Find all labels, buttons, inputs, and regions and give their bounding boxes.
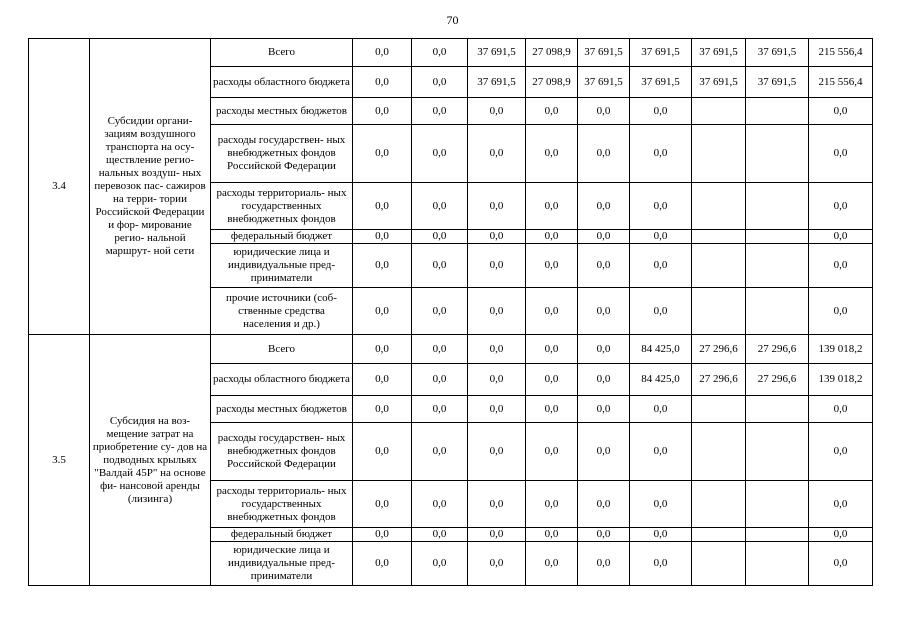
- amount-cell: 0,0: [809, 396, 873, 423]
- section-number: 3.4: [29, 39, 90, 335]
- amount-cell: 0,0: [630, 288, 692, 335]
- amount-cell: 0,0: [353, 98, 412, 125]
- amount-cell: 0,0: [468, 396, 526, 423]
- amount-cell: 0,0: [526, 230, 578, 244]
- amount-cell: 0,0: [578, 230, 630, 244]
- amount-cell: 0,0: [809, 183, 873, 230]
- funding-source-cell: расходы территориаль- ных государственных внебюджетных фондов: [211, 183, 353, 230]
- amount-cell: 0,0: [526, 364, 578, 396]
- amount-cell: [692, 528, 746, 542]
- amount-cell: 0,0: [412, 335, 468, 364]
- funding-source-cell: расходы государствен- ных внебюджетных фондов Российской Федерации: [211, 125, 353, 183]
- amount-cell: 0,0: [578, 244, 630, 288]
- funding-source-cell: расходы областного бюджета: [211, 364, 353, 396]
- amount-cell: 0,0: [578, 396, 630, 423]
- amount-cell: 0,0: [578, 288, 630, 335]
- amount-cell: [746, 98, 809, 125]
- amount-cell: [692, 396, 746, 423]
- amount-cell: 27 296,6: [692, 335, 746, 364]
- amount-cell: 215 556,4: [809, 67, 873, 98]
- amount-cell: 0,0: [353, 364, 412, 396]
- amount-cell: 0,0: [809, 98, 873, 125]
- amount-cell: 0,0: [412, 39, 468, 67]
- amount-cell: 0,0: [468, 288, 526, 335]
- amount-cell: 0,0: [630, 423, 692, 481]
- amount-cell: 0,0: [578, 528, 630, 542]
- amount-cell: 37 691,5: [746, 67, 809, 98]
- amount-cell: 27 296,6: [746, 335, 809, 364]
- amount-cell: 139 018,2: [809, 364, 873, 396]
- amount-cell: 0,0: [468, 423, 526, 481]
- amount-cell: 0,0: [353, 288, 412, 335]
- amount-cell: 0,0: [468, 335, 526, 364]
- amount-cell: 0,0: [412, 481, 468, 528]
- amount-cell: 0,0: [578, 183, 630, 230]
- amount-cell: 37 691,5: [692, 39, 746, 67]
- amount-cell: [692, 481, 746, 528]
- table-row: [29, 39, 873, 67]
- amount-cell: 37 691,5: [578, 39, 630, 67]
- amount-cell: 0,0: [578, 364, 630, 396]
- amount-cell: 0,0: [468, 125, 526, 183]
- amount-cell: 0,0: [809, 481, 873, 528]
- amount-cell: 0,0: [630, 98, 692, 125]
- amount-cell: 0,0: [526, 528, 578, 542]
- amount-cell: 0,0: [578, 542, 630, 586]
- amount-cell: 0,0: [809, 230, 873, 244]
- amount-cell: 0,0: [412, 542, 468, 586]
- amount-cell: 0,0: [412, 98, 468, 125]
- amount-cell: 0,0: [353, 528, 412, 542]
- amount-cell: 37 691,5: [468, 39, 526, 67]
- amount-cell: 0,0: [412, 230, 468, 244]
- amount-cell: 37 691,5: [692, 67, 746, 98]
- amount-cell: [692, 244, 746, 288]
- amount-cell: 0,0: [353, 423, 412, 481]
- amount-cell: 0,0: [809, 528, 873, 542]
- amount-cell: 0,0: [526, 244, 578, 288]
- amount-cell: 37 691,5: [630, 39, 692, 67]
- amount-cell: 0,0: [630, 528, 692, 542]
- amount-cell: 0,0: [353, 481, 412, 528]
- amount-cell: 37 691,5: [746, 39, 809, 67]
- budget-table: [28, 38, 873, 586]
- amount-cell: [692, 288, 746, 335]
- amount-cell: 0,0: [809, 288, 873, 335]
- amount-cell: 0,0: [630, 481, 692, 528]
- amount-cell: 0,0: [468, 364, 526, 396]
- funding-source-cell: расходы государствен- ных внебюджетных фондов Российской Федерации: [211, 423, 353, 481]
- amount-cell: [692, 125, 746, 183]
- funding-source-cell: расходы областного бюджета: [211, 67, 353, 98]
- amount-cell: [692, 230, 746, 244]
- section-title: Субсидия на воз- мещение затрат на приобретение су- дов на подводных крыльях "Валдай 45Р" на основе фи- нансовой аренды (лизинга): [90, 335, 211, 586]
- amount-cell: 215 556,4: [809, 39, 873, 67]
- amount-cell: 0,0: [630, 183, 692, 230]
- amount-cell: 0,0: [526, 396, 578, 423]
- amount-cell: 0,0: [468, 244, 526, 288]
- amount-cell: 27 098,9: [526, 39, 578, 67]
- amount-cell: 0,0: [412, 183, 468, 230]
- amount-cell: 27 296,6: [692, 364, 746, 396]
- amount-cell: 0,0: [353, 244, 412, 288]
- amount-cell: 0,0: [526, 125, 578, 183]
- amount-cell: 0,0: [630, 230, 692, 244]
- amount-cell: 0,0: [468, 528, 526, 542]
- amount-cell: [746, 481, 809, 528]
- amount-cell: 0,0: [526, 423, 578, 481]
- amount-cell: 139 018,2: [809, 335, 873, 364]
- amount-cell: 84 425,0: [630, 364, 692, 396]
- amount-cell: 0,0: [412, 244, 468, 288]
- amount-cell: 0,0: [630, 125, 692, 183]
- amount-cell: 0,0: [353, 396, 412, 423]
- amount-cell: 0,0: [468, 230, 526, 244]
- amount-cell: 0,0: [412, 396, 468, 423]
- amount-cell: [746, 244, 809, 288]
- amount-cell: [746, 396, 809, 423]
- funding-source-cell: федеральный бюджет: [211, 528, 353, 542]
- amount-cell: 27 296,6: [746, 364, 809, 396]
- funding-source-cell: юридические лица и индивидуальные пред- приниматели: [211, 542, 353, 586]
- amount-cell: 84 425,0: [630, 335, 692, 364]
- funding-source-cell: юридические лица и индивидуальные пред- приниматели: [211, 244, 353, 288]
- amount-cell: 0,0: [353, 542, 412, 586]
- amount-cell: 0,0: [578, 335, 630, 364]
- amount-cell: 0,0: [809, 125, 873, 183]
- amount-cell: 0,0: [412, 67, 468, 98]
- amount-cell: 0,0: [353, 230, 412, 244]
- amount-cell: 0,0: [353, 183, 412, 230]
- funding-source-cell: Всего: [211, 39, 353, 67]
- funding-source-cell: прочие источники (соб- ственные средства населения и др.): [211, 288, 353, 335]
- funding-source-cell: расходы местных бюджетов: [211, 98, 353, 125]
- funding-source-cell: федеральный бюджет: [211, 230, 353, 244]
- amount-cell: 0,0: [468, 183, 526, 230]
- amount-cell: 37 691,5: [468, 67, 526, 98]
- amount-cell: [692, 98, 746, 125]
- amount-cell: [746, 528, 809, 542]
- amount-cell: 0,0: [809, 542, 873, 586]
- amount-cell: [692, 542, 746, 586]
- funding-source-cell: Всего: [211, 335, 353, 364]
- amount-cell: 0,0: [412, 528, 468, 542]
- amount-cell: 0,0: [353, 335, 412, 364]
- amount-cell: [692, 183, 746, 230]
- amount-cell: 0,0: [526, 335, 578, 364]
- amount-cell: 0,0: [578, 423, 630, 481]
- funding-source-cell: расходы местных бюджетов: [211, 396, 353, 423]
- amount-cell: 0,0: [412, 125, 468, 183]
- amount-cell: 0,0: [526, 98, 578, 125]
- amount-cell: [692, 423, 746, 481]
- amount-cell: 0,0: [809, 244, 873, 288]
- amount-cell: 0,0: [630, 396, 692, 423]
- section-title: Субсидии органи- зациям воздушного транспорта на осу- ществление регио- нальных воздуш- ных перевозок пас- сажиров на терри- тории Российской Федерации и фор- мирование регио- нальной маршрут- ной сети: [90, 39, 211, 335]
- amount-cell: 0,0: [809, 423, 873, 481]
- amount-cell: [746, 125, 809, 183]
- amount-cell: [746, 183, 809, 230]
- section-number: 3.5: [29, 335, 90, 586]
- table-row: [29, 335, 873, 364]
- amount-cell: 0,0: [468, 481, 526, 528]
- amount-cell: 0,0: [412, 423, 468, 481]
- funding-source-cell: расходы территориаль- ных государственных внебюджетных фондов: [211, 481, 353, 528]
- amount-cell: 37 691,5: [630, 67, 692, 98]
- amount-cell: 0,0: [630, 542, 692, 586]
- amount-cell: 0,0: [630, 244, 692, 288]
- amount-cell: 0,0: [526, 288, 578, 335]
- amount-cell: 0,0: [468, 98, 526, 125]
- amount-cell: 0,0: [353, 125, 412, 183]
- amount-cell: 0,0: [412, 288, 468, 335]
- amount-cell: 0,0: [526, 481, 578, 528]
- amount-cell: [746, 423, 809, 481]
- amount-cell: 0,0: [578, 98, 630, 125]
- amount-cell: [746, 288, 809, 335]
- page-number: 70: [446, 13, 459, 27]
- amount-cell: 0,0: [526, 542, 578, 586]
- amount-cell: 0,0: [578, 481, 630, 528]
- amount-cell: [746, 230, 809, 244]
- amount-cell: 37 691,5: [578, 67, 630, 98]
- amount-cell: 0,0: [526, 183, 578, 230]
- amount-cell: 0,0: [353, 39, 412, 67]
- amount-cell: 0,0: [353, 67, 412, 98]
- amount-cell: [746, 542, 809, 586]
- amount-cell: 27 098,9: [526, 67, 578, 98]
- amount-cell: 0,0: [578, 125, 630, 183]
- amount-cell: 0,0: [468, 542, 526, 586]
- amount-cell: 0,0: [412, 364, 468, 396]
